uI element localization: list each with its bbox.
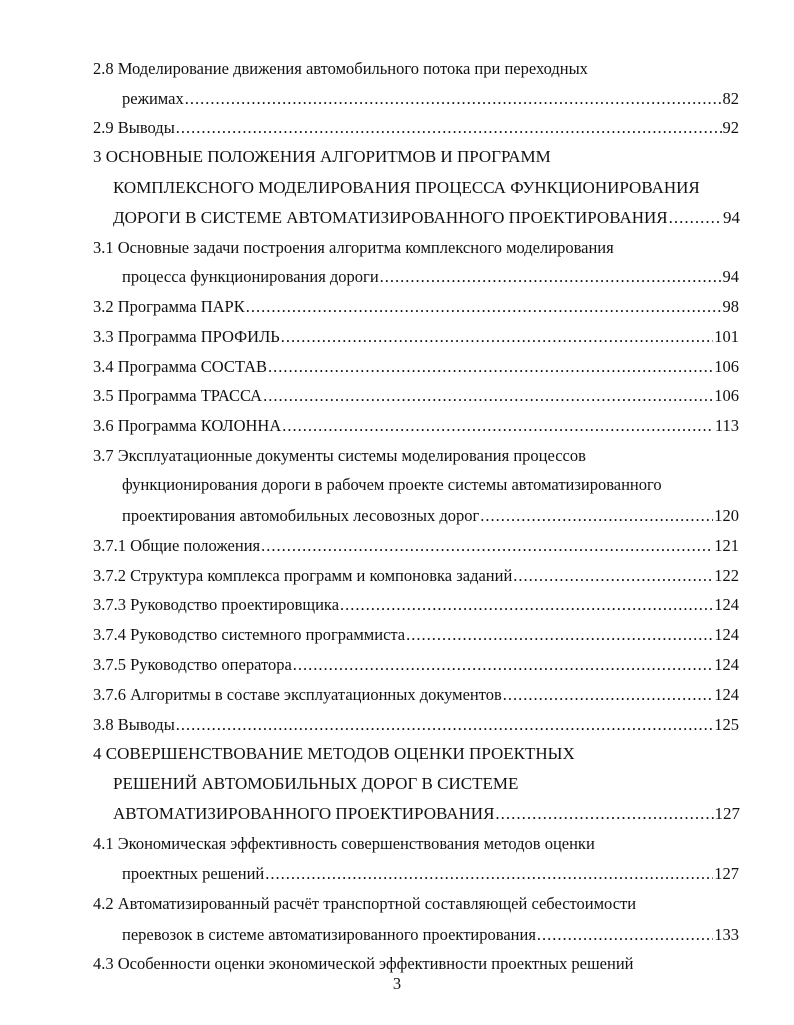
toc-entry-text: 3.7.6 Алгоритмы в составе эксплуатационных документов bbox=[93, 685, 502, 704]
toc-entry bbox=[93, 893, 636, 915]
toc-entry bbox=[122, 924, 739, 946]
leader-dots bbox=[176, 714, 713, 736]
toc-entry-text: 3.5 Программа ТРАССА bbox=[93, 386, 263, 405]
toc-entry-text: режимах bbox=[122, 89, 184, 108]
toc-entry-text: 3.7.1 Общие положения bbox=[93, 536, 261, 555]
toc-entry bbox=[93, 445, 586, 467]
toc-entry bbox=[93, 833, 595, 855]
toc-entry-text: 2.9 Выводы bbox=[93, 118, 175, 137]
toc-entry bbox=[93, 356, 739, 378]
toc-entry-text: ДОРОГИ В СИСТЕМЕ АВТОМАТИЗИРОВАННОГО ПРОЕКТИРОВАНИЯ bbox=[113, 208, 668, 227]
toc-entry-text: проектирования автомобильных лесовозных дорог bbox=[122, 506, 480, 525]
toc-entry bbox=[93, 624, 739, 646]
toc-entry bbox=[93, 326, 739, 348]
toc-entry bbox=[122, 266, 739, 288]
page-number: 3 bbox=[392, 974, 402, 993]
toc-entry bbox=[93, 415, 739, 437]
toc-page-number: 127 bbox=[714, 804, 740, 823]
toc-entry bbox=[93, 684, 739, 706]
toc-entry bbox=[93, 58, 588, 80]
leader-dots bbox=[513, 565, 713, 587]
toc-page-number: 124 bbox=[714, 655, 739, 674]
leader-dots bbox=[380, 266, 722, 288]
toc-entry-text: 3.6 Программа КОЛОННА bbox=[93, 416, 282, 435]
toc-entry bbox=[93, 953, 634, 975]
leader-dots bbox=[268, 356, 713, 378]
leader-dots bbox=[406, 624, 713, 646]
toc-entry-text: проектных решений bbox=[122, 864, 265, 883]
toc-page-number: 101 bbox=[714, 327, 739, 346]
toc-page-number: 122 bbox=[714, 566, 739, 585]
toc-entry bbox=[122, 863, 739, 885]
leader-dots bbox=[293, 654, 713, 676]
toc-entry bbox=[93, 385, 739, 407]
toc-page-number: 92 bbox=[722, 118, 739, 137]
toc-entry-text: 4.3 Особенности оценки экономической эффективности проектных решений bbox=[93, 954, 634, 973]
toc-page-number: 124 bbox=[714, 595, 739, 614]
toc-page-number: 94 bbox=[722, 267, 739, 286]
toc-page-number: 94 bbox=[723, 208, 740, 227]
toc-entry-text: 3.7.3 Руководство проектировщика bbox=[93, 595, 340, 614]
toc-page-number: 98 bbox=[722, 297, 739, 316]
toc-entry-text: 3 ОСНОВНЫЕ ПОЛОЖЕНИЯ АЛГОРИТМОВ И ПРОГРАММ bbox=[93, 147, 551, 166]
toc-entry-text: 2.8 Моделирование движения автомобильного потока при переходных bbox=[93, 59, 588, 78]
leader-dots bbox=[503, 684, 713, 706]
leader-dots bbox=[669, 207, 722, 229]
toc-page-number: 133 bbox=[714, 925, 739, 944]
toc-entry-text: 3.7.4 Руководство системного программиста bbox=[93, 625, 406, 644]
toc-entry bbox=[93, 565, 739, 587]
toc-page-number: 121 bbox=[714, 536, 739, 555]
toc-page-number: 125 bbox=[714, 715, 739, 734]
toc-entry-text: КОМПЛЕКСНОГО МОДЕЛИРОВАНИЯ ПРОЦЕССА ФУНКЦИОНИРОВАНИЯ bbox=[113, 178, 700, 197]
toc-entry bbox=[93, 237, 614, 259]
toc-entry-text: АВТОМАТИЗИРОВАННОГО ПРОЕКТИРОВАНИЯ bbox=[113, 804, 495, 823]
toc-entry bbox=[93, 296, 739, 318]
toc-entry-text: функционирования дороги в рабочем проекте системы автоматизированного bbox=[122, 475, 662, 494]
toc-entry-text: 3.7 Эксплуатационные документы системы моделирования процессов bbox=[93, 446, 586, 465]
toc-entry-text: 3.1 Основные задачи построения алгоритма комплексного моделирования bbox=[93, 238, 614, 257]
toc-entry-text: РЕШЕНИЙ АВТОМОБИЛЬНЫХ ДОРОГ В СИСТЕМЕ bbox=[113, 774, 519, 793]
leader-dots bbox=[495, 803, 713, 825]
toc-entry-text: перевозок в системе автоматизированного проектирования bbox=[122, 925, 536, 944]
toc-chapter bbox=[93, 743, 575, 765]
toc-chapter bbox=[93, 146, 551, 168]
toc-entry-text: 4 СОВЕРШЕНСТВОВАНИЕ МЕТОДОВ ОЦЕНКИ ПРОЕКТНЫХ bbox=[93, 744, 575, 763]
toc-entry bbox=[93, 117, 739, 139]
toc-chapter bbox=[113, 177, 700, 199]
leader-dots bbox=[265, 863, 713, 885]
toc-entry-text: 4.1 Экономическая эффективность совершенствования методов оценки bbox=[93, 834, 595, 853]
toc-page-number: 106 bbox=[714, 386, 739, 405]
leader-dots bbox=[176, 117, 722, 139]
toc-page-number: 124 bbox=[714, 685, 739, 704]
toc-chapter bbox=[113, 207, 740, 229]
toc-entry bbox=[93, 535, 739, 557]
toc-entry-text: 3.7.5 Руководство оператора bbox=[93, 655, 292, 674]
toc-page-number: 106 bbox=[714, 357, 739, 376]
toc-entry bbox=[122, 474, 662, 496]
toc-entry-text: 3.2 Программа ПАРК bbox=[93, 297, 245, 316]
leader-dots bbox=[340, 594, 713, 616]
leader-dots bbox=[246, 296, 722, 318]
toc-entry bbox=[93, 594, 739, 616]
toc-entry bbox=[93, 654, 739, 676]
toc-chapter bbox=[113, 773, 518, 795]
toc-entry-text: 3.8 Выводы bbox=[93, 715, 175, 734]
toc-entry-text: 3.4 Программа СОСТАВ bbox=[93, 357, 268, 376]
toc-entry-text: 3.3 Программа ПРОФИЛЬ bbox=[93, 327, 280, 346]
toc-page-number: 124 bbox=[714, 625, 739, 644]
toc-chapter bbox=[113, 803, 740, 825]
toc-entry bbox=[122, 88, 739, 110]
toc-page-number: 120 bbox=[714, 506, 739, 525]
leader-dots bbox=[185, 88, 722, 110]
leader-dots bbox=[263, 385, 713, 407]
toc-entry-text: 4.2 Автоматизированный расчёт транспортной составляющей себестоимости bbox=[93, 894, 637, 913]
leader-dots bbox=[537, 924, 713, 946]
leader-dots bbox=[261, 535, 713, 557]
toc-page-number: 127 bbox=[714, 864, 739, 883]
toc-entry bbox=[122, 505, 739, 527]
toc-entry bbox=[93, 714, 739, 736]
toc-entry-text: 3.7.2 Структура комплекса программ и компоновка заданий bbox=[93, 566, 513, 585]
toc-page-number: 82 bbox=[722, 89, 739, 108]
leader-dots bbox=[480, 505, 713, 527]
toc-entry-text: процесса функционирования дороги bbox=[122, 267, 379, 286]
leader-dots bbox=[281, 326, 713, 348]
toc-page-number: 113 bbox=[714, 416, 739, 435]
leader-dots bbox=[282, 415, 714, 437]
